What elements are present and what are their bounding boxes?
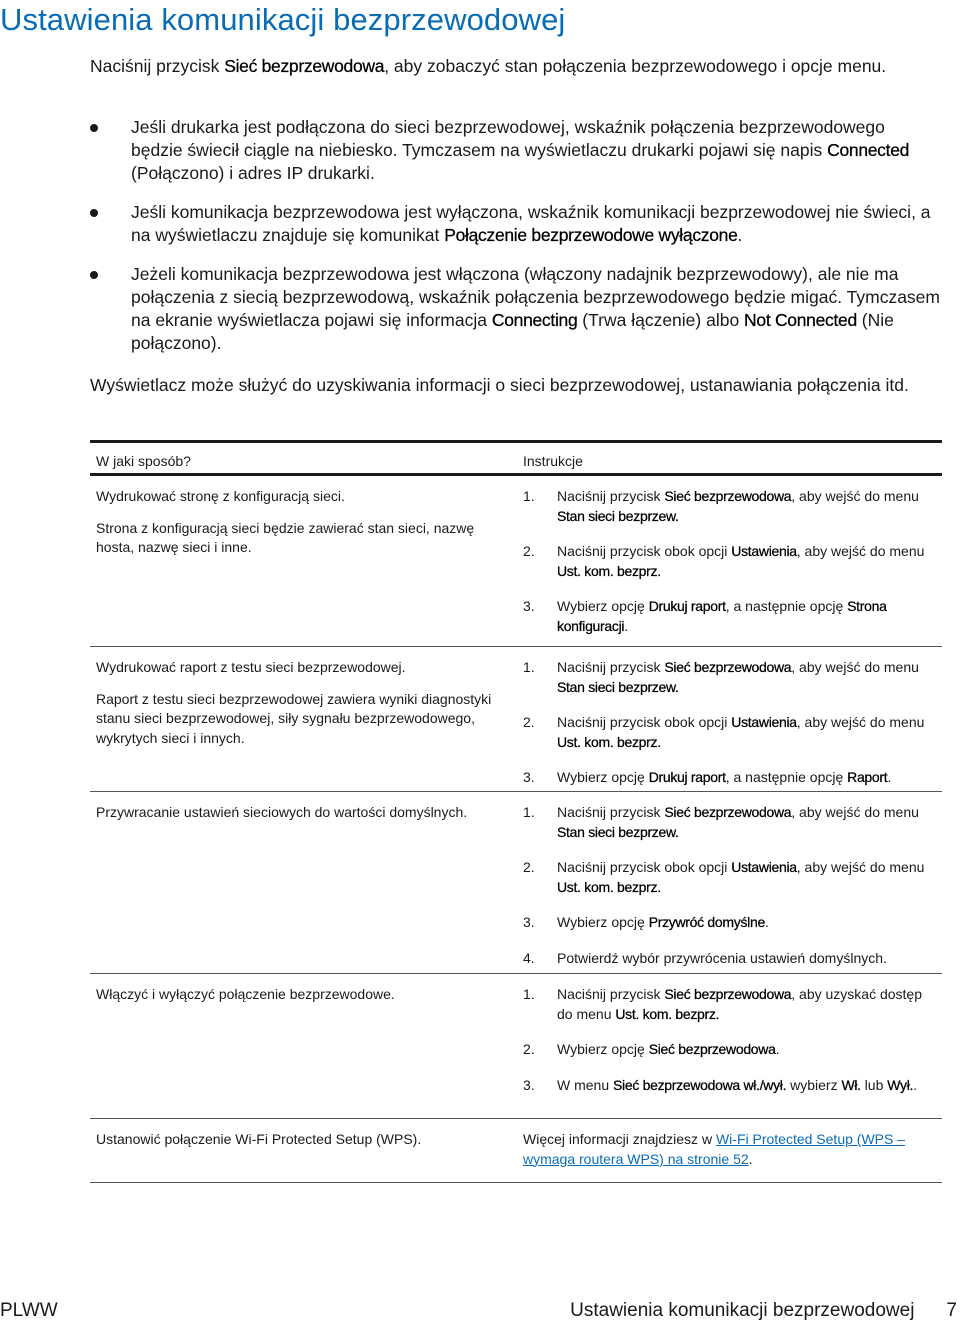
step-key: Ustawienia: [731, 543, 797, 559]
step-item: [523, 713, 938, 752]
bullet-key: Connecting: [491, 310, 578, 330]
step-text: , aby uzyskać dostęp do menu: [557, 986, 923, 1022]
step-number: 2.: [523, 714, 535, 730]
how-text: Wydrukować stronę z konfiguracją sieci.: [96, 488, 345, 504]
bullet-dot-icon: [90, 209, 98, 217]
step-key: Przywróć domyślne: [648, 914, 765, 930]
step-text: , aby wejść do menu: [791, 488, 919, 504]
step-number: 3.: [523, 1076, 535, 1093]
step-text: Potwierdź wybór przywrócenia ustawień domyślnych.: [557, 949, 887, 966]
how-cell: [96, 803, 511, 835]
step-number: 1.: [523, 659, 535, 675]
step-text: , aby wejść do menu: [791, 659, 919, 675]
table-row: [90, 476, 942, 647]
steps-cell: [523, 487, 938, 652]
outro-paragraph: Wyświetlacz może służyć do uzyskiwania informacji o sieci bezprzewodowej, ustanawiania połączenia itd.: [90, 375, 909, 395]
step-key: Sieć bezprzewodowa: [664, 986, 792, 1002]
step-item: [523, 597, 938, 636]
step-key: Drukuj raport: [648, 769, 726, 785]
step-number: 1.: [523, 804, 535, 820]
step-number: 1.: [523, 986, 535, 1002]
step-text: Naciśnij przycisk obok opcji: [557, 859, 732, 875]
step-key: Wł.: [841, 1076, 861, 1093]
step-text: Naciśnij przycisk: [557, 659, 665, 675]
step-number: 3.: [523, 769, 535, 785]
steps-cell: [523, 658, 938, 804]
bullet-text: .: [737, 225, 743, 245]
step-text: .: [775, 1041, 780, 1057]
step-key: Ust. kom. bezprz.: [557, 733, 661, 750]
step-item: [523, 985, 938, 1024]
bullet-key: Połączenie bezprzewodowe wyłączone: [444, 225, 738, 245]
step-number: 3.: [523, 914, 535, 930]
step-key: Sieć bezprzewodowa: [664, 659, 792, 675]
step-number: 4.: [523, 949, 535, 966]
bullet-item: [90, 116, 940, 185]
table-header: [90, 440, 942, 476]
header-instructions: Instrukcje: [523, 453, 583, 469]
steps-cell: [523, 803, 938, 984]
intro-paragraph: [90, 54, 910, 78]
step-text: .: [764, 914, 769, 930]
step-item: [523, 768, 938, 788]
step-text: wybierz: [786, 1076, 842, 1093]
step-text: , a następnie opcję: [725, 769, 848, 785]
step-key: Sieć bezprzewodowa: [648, 1041, 776, 1057]
step-key: Drukuj raport: [648, 598, 726, 614]
bullet-key: Connected: [827, 140, 910, 160]
step-key: Strona konfiguracji: [557, 598, 887, 634]
how-text: Przywracanie ustawień sieciowych do wartości domyślnych.: [96, 804, 468, 820]
step-item: [523, 542, 938, 581]
step-text: W menu: [557, 1076, 614, 1093]
how-text: Włączyć i wyłączyć połączenie bezprzewodowe.: [96, 986, 395, 1002]
page-number: 7: [946, 1300, 957, 1321]
step-key: Sieć bezprzewodowa: [664, 488, 792, 504]
bullet-key: Not Connected: [744, 310, 857, 330]
step-text: Wybierz opcję: [557, 914, 649, 930]
step-number: 1.: [523, 488, 535, 504]
step-text: Naciśnij przycisk: [557, 986, 665, 1002]
step-text: .: [887, 769, 892, 785]
step-number: 2.: [523, 1041, 535, 1057]
bullet-text: (Nie połączono).: [131, 310, 894, 353]
bullet-text: Jeśli komunikacja bezprzewodowa jest wyłączona, wskaźnik komunikacji bezprzewodowej nie świeci, a na wyświetlaczu znajduje się komunikat: [131, 202, 931, 245]
bullet-item: [90, 201, 940, 247]
step-item: [523, 1040, 938, 1060]
step-key: Wył.: [887, 1076, 914, 1093]
step-text: Naciśnij przycisk obok opcji: [557, 543, 732, 559]
step-key: Stan sieci bezprzew.: [557, 507, 679, 524]
wps-link[interactable]: Wi-Fi Protected Setup (WPS – wymaga routera WPS) na stronie 52: [523, 1131, 906, 1167]
how-cell: [96, 1130, 511, 1162]
step-key: Stan sieci bezprzew.: [557, 823, 679, 840]
table-row: [90, 1119, 942, 1183]
step-text: lub: [860, 1076, 888, 1093]
how-desc: Strona z konfiguracją sieci będzie zawierać stan sieci, nazwę hosta, nazwę sieci i inne.: [96, 519, 475, 555]
more-info-text: Więcej informacji znajdziesz w: [523, 1131, 716, 1147]
step-key: Raport: [847, 769, 888, 785]
step-text: Wybierz opcję: [557, 598, 649, 614]
how-cell: [96, 487, 511, 570]
steps-cell: [523, 985, 938, 1111]
page-title: Ustawienia komunikacji bezprzewodowej: [0, 2, 566, 37]
step-text: Wybierz opcję: [557, 769, 649, 785]
step-item: [523, 658, 938, 697]
bullet-item: [90, 263, 940, 355]
step-number: 2.: [523, 859, 535, 875]
how-text: Ustanowić połączenie Wi-Fi Protected Setup (WPS).: [96, 1131, 422, 1147]
step-text: , aby wejść do menu: [796, 543, 925, 559]
table-row: [90, 647, 942, 792]
step-key: Ustawienia: [731, 859, 797, 875]
step-item: [523, 1076, 938, 1096]
step-number: 2.: [523, 543, 535, 559]
bullet-text: Jeżeli komunikacja bezprzewodowa jest włączona (włączony nadajnik bezprzewodowy), ale nie ma połączenia z siecią bezprzewodową, wskaźnik połączenia bezprzewodowego będzie migać. Tymczasem na ekranie wyświetlacza pojawi się informacja: [131, 264, 940, 330]
step-text: , aby wejść do menu: [796, 859, 925, 875]
step-key: Sieć bezprzewodowa wł./wył.: [613, 1076, 787, 1093]
table-row: [90, 974, 942, 1119]
step-key: Sieć bezprzewodowa: [664, 804, 792, 820]
step-text: Naciśnij przycisk: [557, 488, 665, 504]
instructions-table: [90, 440, 942, 1183]
how-text: Wydrukować raport z testu sieci bezprzewodowej.: [96, 659, 406, 675]
step-text: Naciśnij przycisk obok opcji: [557, 714, 732, 730]
step-item: [523, 858, 938, 897]
table-row: [90, 792, 942, 974]
step-text: Wybierz opcję: [557, 1041, 649, 1057]
step-key: Ustawienia: [731, 714, 797, 730]
intro-key: Sieć bezprzewodowa: [224, 56, 385, 76]
step-item: [523, 913, 938, 933]
step-key: Ust. kom. bezprz.: [615, 1005, 720, 1022]
step-text: Naciśnij przycisk: [557, 804, 665, 820]
step-item: [523, 949, 938, 969]
status-bullet-list: [90, 116, 940, 371]
bullet-text: (Trwa łączenie) albo: [577, 310, 745, 330]
footer-locale: PLWW: [0, 1300, 58, 1321]
how-cell: [96, 658, 511, 760]
step-key: Ust. kom. bezprz.: [557, 562, 661, 579]
bullet-text: Jeśli drukarka jest podłączona do sieci bezprzewodowej, wskaźnik połączenia bezprzewodowego będzie świecił ciągle na niebiesko. Tymczasem na wyświetlaczu drukarki pojawi się napis: [131, 117, 885, 160]
footer-section: [570, 1300, 957, 1322]
header-how: W jaki sposób?: [96, 453, 191, 469]
footer-section-title: Ustawienia komunikacji bezprzewodowej: [570, 1300, 915, 1321]
instructions-cell: [523, 1130, 938, 1169]
bullet-dot-icon: [90, 271, 98, 279]
bullet-dot-icon: [90, 124, 98, 132]
page-footer: [0, 1300, 960, 1324]
step-text: , aby wejść do menu: [796, 714, 925, 730]
step-number: 3.: [523, 598, 535, 614]
bullet-text: (Połączono) i adres IP drukarki.: [131, 163, 375, 183]
more-info-end: .: [748, 1150, 753, 1167]
step-key: Stan sieci bezprzew.: [557, 678, 679, 695]
step-text: , a następnie opcję: [725, 598, 848, 614]
intro-text-end: , aby zobaczyć stan połączenia bezprzewodowego i opcje menu.: [384, 56, 887, 76]
how-cell: [96, 985, 511, 1017]
step-text: .: [913, 1076, 918, 1093]
step-item: [523, 487, 938, 526]
how-desc: Raport z testu sieci bezprzewodowej zawiera wyniki diagnostyki stanu sieci bezprzewodowej, siły sygnału bezprzewodowego, wykrytych sieci i innych.: [96, 690, 492, 746]
step-item: [523, 803, 938, 842]
step-text: .: [624, 617, 629, 634]
step-text: , aby wejść do menu: [791, 804, 919, 820]
step-key: Ust. kom. bezprz.: [557, 878, 661, 895]
intro-text: Naciśnij przycisk: [90, 56, 225, 76]
